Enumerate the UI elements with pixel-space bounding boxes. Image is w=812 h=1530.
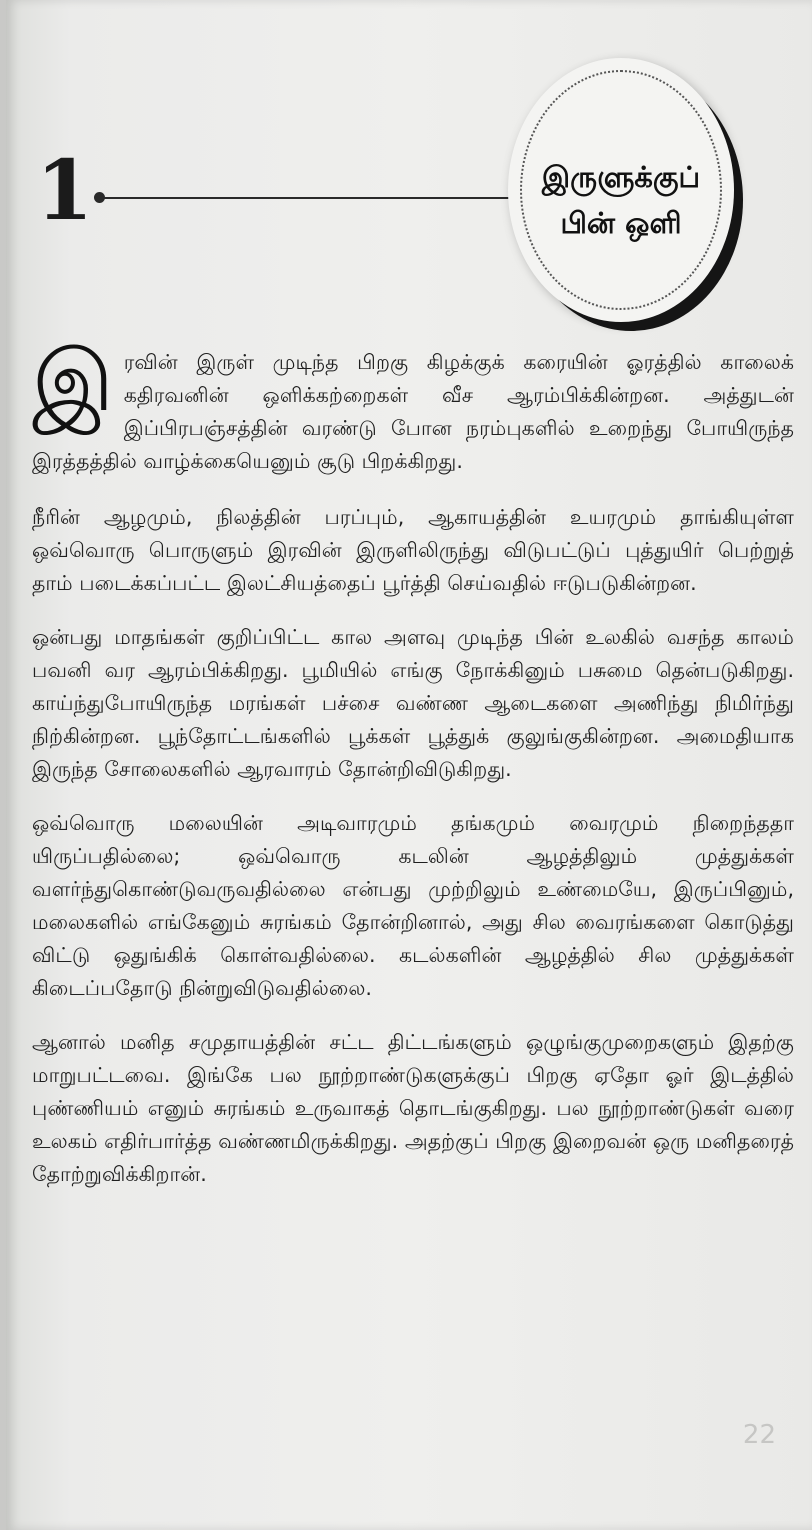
chapter-number: 1 bbox=[36, 143, 94, 239]
paragraph-1 bbox=[32, 332, 794, 478]
paragraph-3: ஒன்பது மாதங்கள் குறிப்பிட்ட கால அளவு முடிந்த பின் உலகில் வசந்த காலம் பவனி வர ஆரம்பிக்கிறது. பூமியில் எங்கு நோக்கினும் பசுமை தென்படுகிறது. காய்ந்துபோயிருந்த மரங்கள் பச்சை வண்ண ஆடைகளை அணிந்து நிமிர்ந்து நிற்கின்றன. பூந்தோட்டங்களில் பூக்கள் பூத்துக் குலுங்குகின்றன. அமைதியாக இருந்த சோலைகளில் ஆரவாரம் தோன்றிவிடுகிறது. bbox=[32, 625, 794, 781]
chapter-title: இருளுக்குப் பின் ஒளி bbox=[541, 160, 701, 241]
title-rule bbox=[100, 197, 520, 199]
paragraph-1-text: ரவின் இருள் முடிந்த பிறகு கிழக்குக் கரையின் ஓரத்தில் காலைக் கதிரவனின் ஒளிக்கற்றைகள் வீச ஆரம்பிக்கின்றன. அத்துடன் இப்பிரபஞ்சத்தின் வரண்டு போன நரம்புகளில் உறைந்து போயிருந்த இரத்தத்தில் வாழ்க்கையெனும் சூடு பிறக்கிறது. bbox=[32, 350, 794, 473]
book-page bbox=[6, 0, 812, 1530]
paragraph-5: ஆனால் மனித சமுதாயத்தின் சட்ட திட்டங்களும் ஒழுங்குமுறைகளும் இதற்கு மாறுபட்டவை. இங்கே பல நூற்றாண்டுகளுக்குப் பிறகு ஏதோ ஓர் இடத்தில் புண்ணியம் எனும் சுரங்கம் உருவாகத் தொடங்குகிறது. பல நூற்றாண்டுகள் வரை உலகம் எதிர்பார்த்த வண்ணமிருக்கிறது. அதற்குப் பிறகு இறைவன் ஒரு மனிதரைத் தோற்றுவிக்கிறான். bbox=[32, 1030, 794, 1186]
page-number: 22 bbox=[742, 1420, 776, 1450]
paragraph-4: ஒவ்வொரு மலையின் அடிவாரமும் தங்கமும் வைரமும் நிறைந்ததா யிருப்பதில்லை; ஒவ்வொரு கடலின் ஆழத்திலும் முத்துக்கள் வளர்ந்துகொண்டுவருவதில்லை என்பது முற்றிலும் உண்மையே, இருப்பினும், மலைகளில் எங்கேனும் சுரங்கம் தோன்றினால், அது சில வைரங்களை கொடுத்து விட்டு ஒதுங்கிக் கொள்வதில்லை. கடல்களின் ஆழத்தில் சில முத்துக்கள் கிடைப்பதோடு நின்றுவிடுவதில்லை. bbox=[32, 811, 794, 1000]
chapter-title-badge bbox=[508, 58, 734, 322]
paragraph-2: நீரின் ஆழமும், நிலத்தின் பரப்பும், ஆகாயத்தின் உயரமும் தாங்கியுள்ள ஒவ்வொரு பொருளும் இரவின் இருளிலிருந்து விடுபட்டுப் புத்துயிர் பெற்றுத் தாம் படைக்கப்பட்ட இலட்சியத்தைப் பூர்த்தி செய்வதில் ஈடுபடுகின்றன. bbox=[32, 505, 794, 595]
chapter-body bbox=[32, 332, 794, 1212]
drop-cap: இ bbox=[32, 332, 114, 430]
